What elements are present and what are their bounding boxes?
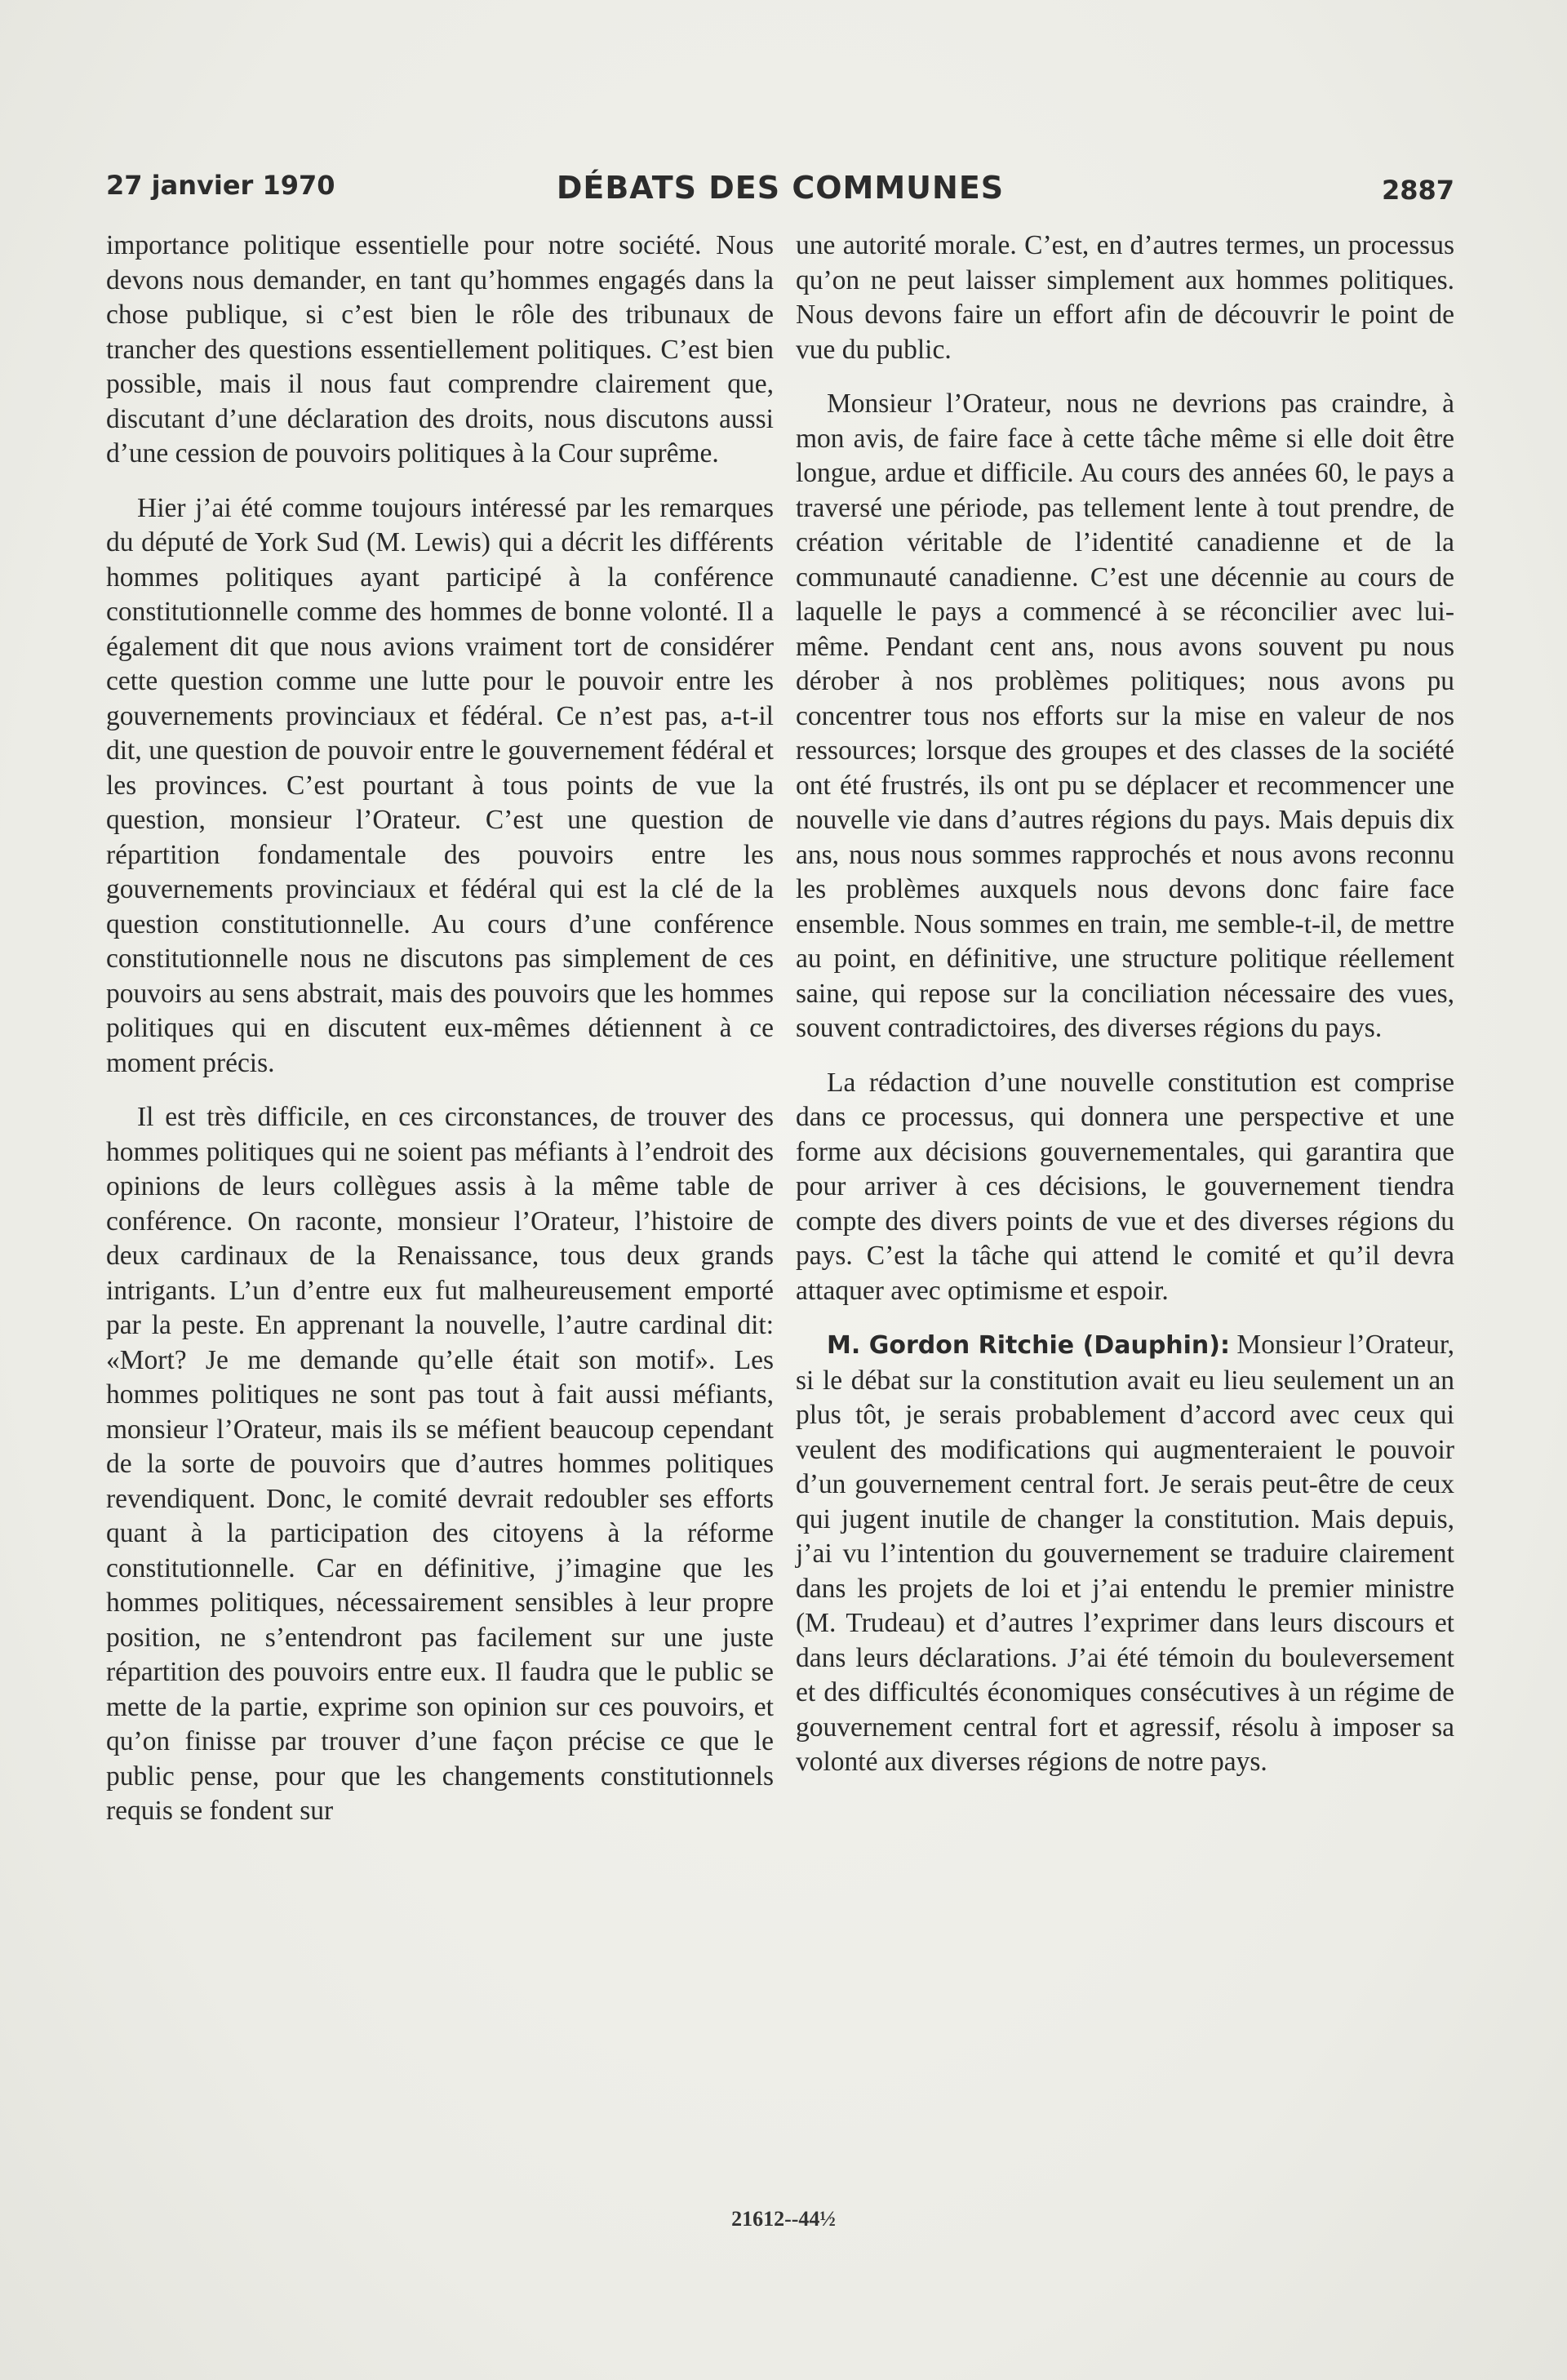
right-paragraph-3: La rédaction d’une nouvelle constitution est comprise dans ce processus, qui donnera une perspective et une forme aux décisions gouvernementales, qui garantira que pour arriver à ces décisions, le gouvernement tiendra compte des divers points de vue et des diverses régions du pays. C’est la tâche qui attend le comité et qu’il devra attaquer avec optimisme et espoir. [796,1067,1454,1306]
right-paragraph-4 [796,1328,1454,1780]
header-title: DÉBATS DES COMMUNES [556,170,1005,206]
speaker-name: M. Gordon Ritchie (Dauphin): [827,1331,1231,1360]
left-paragraph-3: Il est très difficile, en ces circonstances, de trouver des hommes politiques qui ne soient pas méfiants à l’endroit des opinions de leurs collègues assis à la même table de conférence. On raconte, monsieur l’Orateur, l’histoire de deux cardinaux de la Renaissance, tous deux grands intrigants. L’un d’entre eux fut malheureusement emporté par la peste. En apprenant la nouvelle, l’autre cardinal dit: «Mort? Je me demande qu’elle était son motif». Les hommes politiques ne sont pas tout à fait aussi méfiants, monsieur l’Orateur, mais ils se méfient beaucoup cependant de la sorte de pouvoirs que d’autres hommes politiques revendiquent. Donc, le comité devrait redoubler ses efforts quant à la participation des citoyens à la réforme constitutionnelle. Car en définitive, j’imagine que les hommes politiques, nécessairement sensibles à leur propre position, ne s’entendront pas facilement sur une juste répartition des pouvoirs entre eux. Il faudra que le public se mette de la partie, exprime son opinion sur ces pouvoirs, et qu’on finisse par trouver d’une façon précise ce que le public pense, pour que les changements constitutionnels requis se fondent sur [106,1102,774,1826]
header-date: 27 janvier 1970 [106,170,335,201]
page-header [106,170,1454,219]
left-column [106,229,774,1849]
header-page-number: 2887 [1381,175,1454,206]
right-paragraph-1: une autorité morale. C’est, en d’autres termes, un processus qu’on ne peut laisser simplement aux hommes politiques. Nous devons faire un effort afin de découvrir le point de vue du public. [796,230,1454,365]
left-paragraph-1: importance politique essentielle pour notre société. Nous devons nous demander, en tant qu’hommes engagés dans la chose publique, si c’est bien le rôle des tribunaux de trancher des questions essentiellement politiques. C’est bien possible, mais il nous faut comprendre clairement que, discutant d’une déclaration des droits, nous discutons aussi d’une cession de pouvoirs politiques à la Cour suprême. [106,230,774,468]
speech-text: Monsieur l’Orateur, si le débat sur la constitution avait eu lieu seulement un an plus tôt, je serais probablement d’accord avec ceux qui veulent des modifications qui augmenteraient le pouvoir d’un gouvernement central fort. Je serais peut-être de ceux qui jugent inutile de changer la constitution. Mais depuis, j’ai vu l’intention du gouvernement se traduire clairement dans les projets de loi et j’ai entendu le premier ministre (M. Trudeau) et d’autres l’exprimer dans leurs discours et dans leurs déclarations. J’ai été témoin du bouleversement et des difficultés économiques consécutives à un régime de gouvernement central fort et agressif, résolu à imposer sa volonté aux diverses régions de notre pays. [796,1330,1455,1777]
right-column [796,229,1454,1800]
left-paragraph-2: Hier j’ai été comme toujours intéressé par les remarques du député de York Sud (M. Lewis) qui a décrit les différents hommes politiques ayant participé à la conférence constitutionnelle comme des hommes de bonne volonté. Il a également dit que nous avions vraiment tort de considérer cette question comme une lutte pour le pouvoir entre les gouvernements provinciaux et fédéral. Ce n’est pas, a-t-il dit, une question de pouvoir entre le gouvernement fédéral et les provinces. C’est pourtant à tous points de vue la question, monsieur l’Orateur. C’est une question de répartition fondamentale des pouvoirs entre les gouvernements provinciaux et fédéral qui est la clé de la question constitutionnelle. Au cours d’une conférence constitutionnelle nous ne discutons pas simplement de ces pouvoirs au sens abstrait, mais des pouvoirs que les hommes politiques qui en discutent eux-mêmes détiennent à ce moment précis. [106,492,774,1078]
page-footer-code: 21612--44½ [731,2207,836,2231]
right-paragraph-2: Monsieur l’Orateur, nous ne devrions pas craindre, à mon avis, de faire face à cette tâche même si elle doit être longue, ardue et difficile. Au cours des années 60, le pays a traversé une période, pas tellement lente à tout prendre, de création véritable de l’identité canadienne et de la communauté canadienne. C’est une décennie au cours de laquelle le pays a commencé à se réconcilier avec lui-même. Pendant cent ans, nous avons souvent pu nous dérober à nos problèmes politiques; nous avons pu concentrer tous nos efforts sur la mise en valeur de nos ressources; lorsque des groupes et des classes de la société ont été frustrés, ils ont pu se déplacer et recommencer une nouvelle vie dans d’autres régions du pays. Mais depuis dix ans, nous nous sommes rapprochés et nous avons reconnu les problèmes auxquels nous devons donc faire face ensemble. Nous sommes en train, me semble-t-il, de mettre au point, en définitive, une structure politique réellement saine, qui repose sur la conciliation nécessaire des vues, souvent contradictoires, des diverses régions du pays. [796,389,1454,1043]
